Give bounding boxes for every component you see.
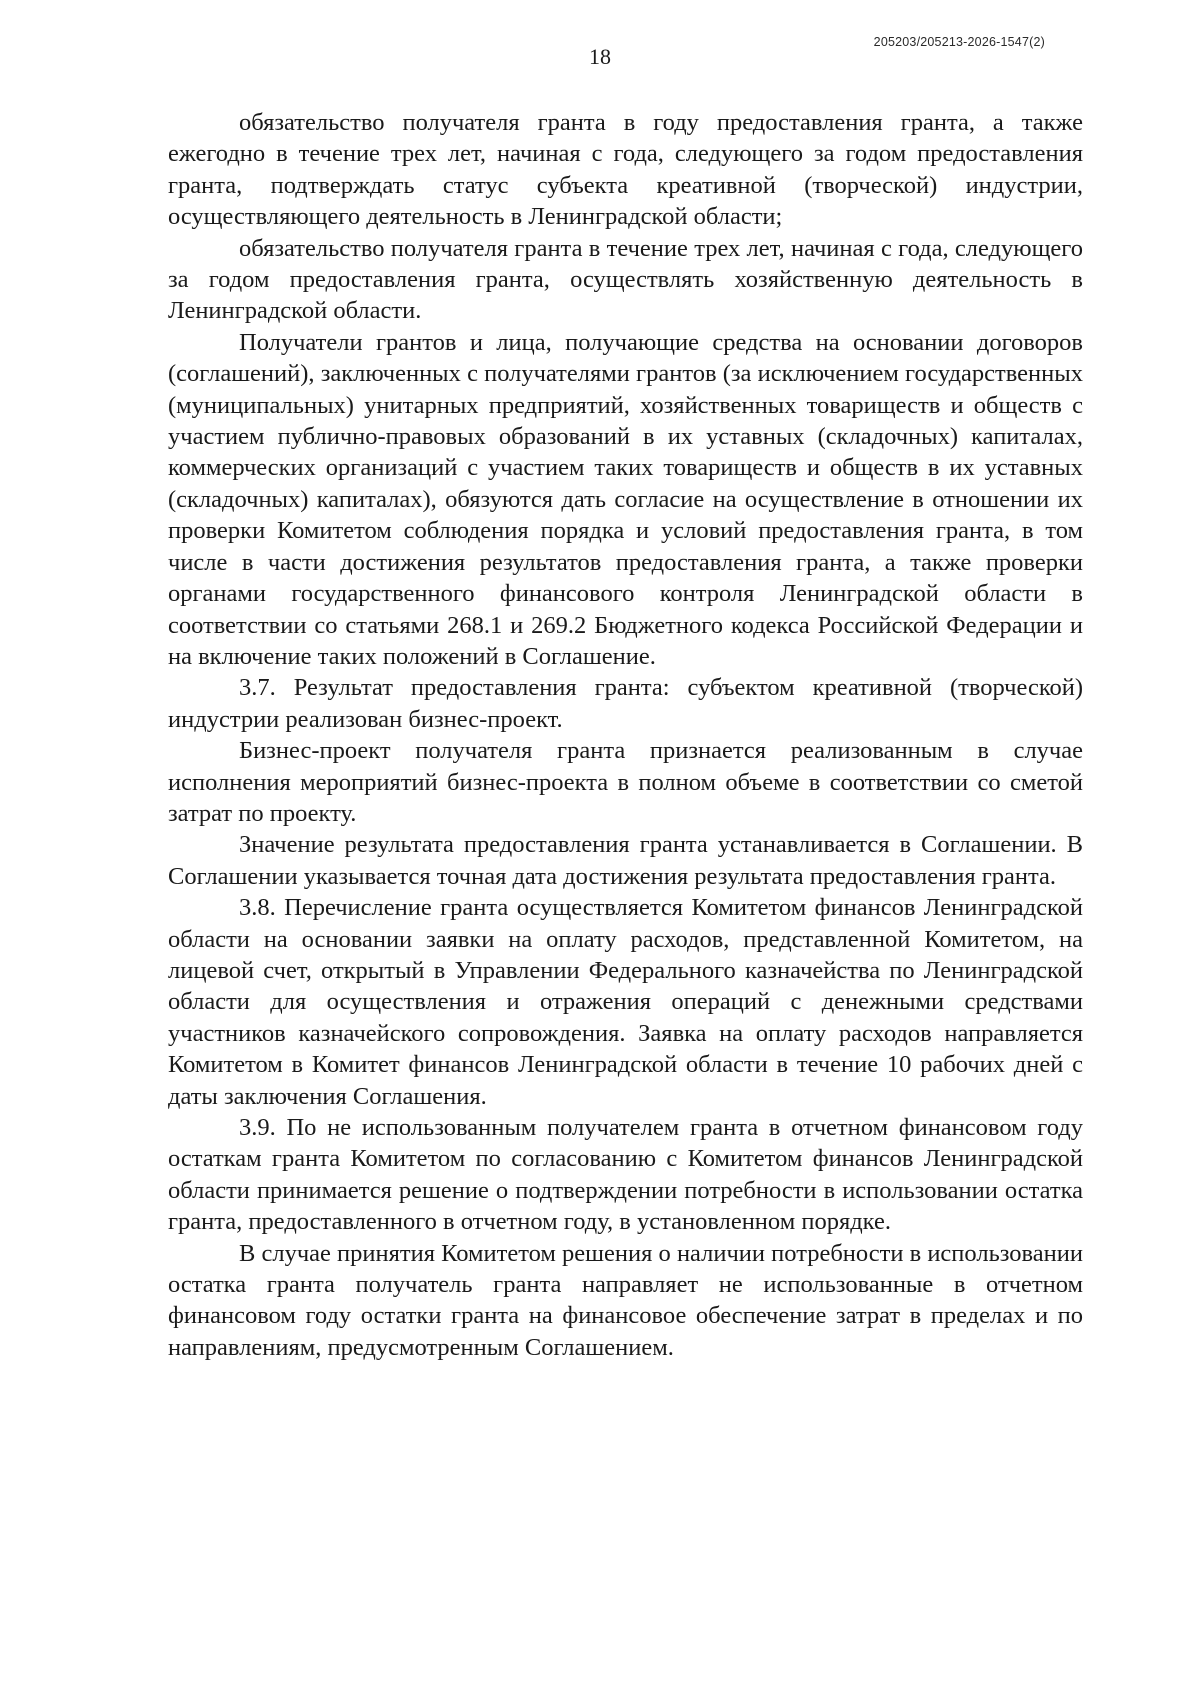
paragraph-obligation-status: обязательство получателя гранта в году предоставления гранта, а также ежегодно в течение трех лет, начиная с года, следующего за годом предоставления гранта, подтверждать статус субъекта креативной (творческой) индустрии, осуществляющего деятельность в Ленинградской области; bbox=[168, 109, 1083, 231]
paragraph-3-9-unused-balance: 3.9. По не использованным получателем гранта в отчетном финансовом году остаткам гранта Комитетом по согласованию с Комитетом финансов Ленинградской области принимается решение о подтверждении потребности в использовании остатка гранта, предоставленного в отчетном году, в установленном порядке. bbox=[168, 1114, 1083, 1236]
paragraph-result-value: Значение результата предоставления гранта устанавливается в Соглашении. В Соглашении указывается точная дата достижения результата предоставления гранта. bbox=[168, 831, 1083, 890]
paragraph-grant-recipients-consent: Получатели грантов и лица, получающие средства на основании договоров (соглашений), заключенных с получателями грантов (за исключением государственных (муниципальных) унитарных предприятий, хозяйственных товариществ и обществ с участием публично-правовых образований в их уставных (складочных) капиталах, коммерческих организаций с участием таких товариществ и обществ в их уставных (складочных) капиталах), обязуются дать согласие на осуществление в отношении их проверки Комитетом соблюдения порядка и условий предоставления гранта, в том числе в части достижения результатов предоставления гранта, а также проверки органами государственного финансового контроля Ленинградской области в соответствии со статьями 268.1 и 269.2 Бюджетного кодекса Российской Федерации и на включение таких положений в Соглашение. bbox=[168, 328, 1083, 670]
document-id: 205203/205213-2026-1547(2) bbox=[873, 35, 1045, 49]
paragraph-3-7-result: 3.7. Результат предоставления гранта: субъектом креативной (творческой) индустрии реализован бизнес-проект. bbox=[168, 674, 1083, 733]
paragraph-obligation-activity: обязательство получателя гранта в течение трех лет, начиная с года, следующего за годом предоставления гранта, осуществлять хозяйственную деятельность в Ленинградской области. bbox=[168, 234, 1083, 325]
paragraph-balance-use-decision: В случае принятия Комитетом решения о наличии потребности в использовании остатка гранта получатель гранта направляет не использованные в отчетном финансовом году остатки гранта на финансовое обеспечение затрат в пределах и по направлениям, предусмотренным Соглашением. bbox=[168, 1239, 1083, 1361]
document-body bbox=[168, 107, 1083, 1363]
page-number: 18 bbox=[589, 44, 611, 69]
paragraph-business-project-realized: Бизнес-проект получателя гранта признается реализованным в случае исполнения мероприятий бизнес-проекта в полном объеме в соответствии со сметой затрат по проекту. bbox=[168, 737, 1083, 827]
paragraph-3-8-transfer: 3.8. Перечисление гранта осуществляется Комитетом финансов Ленинградской области на основании заявки на оплату расходов, представленной Комитетом, на лицевой счет, открытый в Управлении Федерального казначейства по Ленинградской области для осуществления и отражения операций с денежными средствами участников казначейского сопровождения. Заявка на оплату расходов направляется Комитетом в Комитет финансов Ленинградской области в течение 10 рабочих дней с даты заключения Соглашения. bbox=[168, 894, 1083, 1110]
